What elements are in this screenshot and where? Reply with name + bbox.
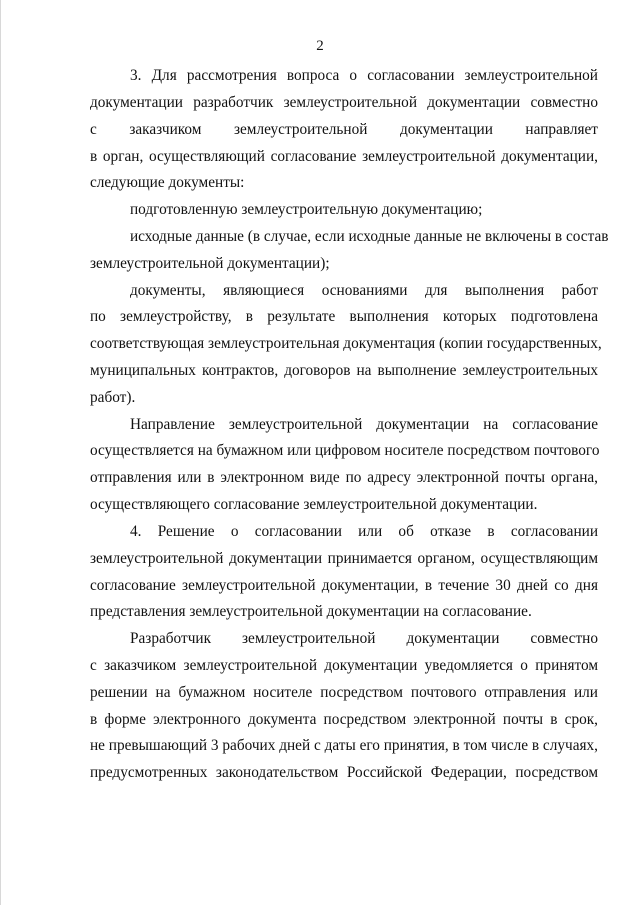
list-item-basis-documents-line-3: соответствующая землеустроительная документация (копии государственных, [90,335,602,352]
paragraph-4-line-3: согласование землеустроительной документации, в течение 30 дней со дня [90,577,598,594]
paragraph-3-line-1: 3. Для рассмотрения вопроса о согласовании землеустроительной [130,67,598,84]
list-item-basis-documents-line-4: муниципальных контрактов, договоров на выполнение землеустроительных [90,362,598,379]
paragraph-4-line-1: 4. Решение о согласовании или об отказе в согласовании [130,523,598,540]
paragraph-4-line-2: землеустроительной документации принимается органом, осуществляющим [90,550,598,567]
paragraph-3-line-4: в орган, осуществляющий согласование землеустроительной документации, [90,148,598,165]
direction-paragraph-line-2: осуществляется на бумажном или цифровом носителе посредством почтового [90,442,600,459]
notification-paragraph-line-6: предусмотренных законодательством Российской Федерации, посредством [90,764,598,781]
notification-paragraph-line-4: в форме электронного документа посредством электронной почты в срок, [90,711,598,728]
list-item-initial-data-line-1: исходные данные (в случае, если исходные данные не включены в состав [130,228,609,245]
paragraph-3-line-2: документации разработчик землеустроительной документации совместно [90,94,598,111]
list-item-initial-data-line-2: землеустроительной документации); [90,255,330,272]
notification-paragraph-line-5: не превышающий 3 рабочих дней с даты его принятия, в том числе в случаях, [90,737,598,754]
list-item-prepared-documentation: подготовленную землеустроительную документацию; [130,201,483,218]
direction-paragraph-line-4: осуществляющего согласование землеустроительной документации. [90,496,538,513]
notification-paragraph-line-3: решении на бумажном носителе посредством почтового отправления или [90,684,598,701]
list-item-basis-documents-line-2: по землеустройству, в результате выполнения которых подготовлена [90,308,598,325]
direction-paragraph-line-1: Направление землеустроительной документации на согласование [130,416,598,433]
notification-paragraph-line-2: с заказчиком землеустроительной документации уведомляется о принятом [90,657,598,674]
notification-paragraph-line-1: Разработчик землеустроительной документации совместно [130,630,598,647]
paragraph-3-line-5: следующие документы: [90,174,245,191]
paragraph-3-line-3: с заказчиком землеустроительной документации направляет [90,121,598,138]
list-item-basis-documents-line-5: работ). [90,389,136,406]
paragraph-4-line-4: представления землеустроительной документации на согласование. [90,603,532,620]
scan-edge [0,0,1,905]
page-number: 2 [316,38,324,54]
list-item-basis-documents-line-1: документы, являющиеся основаниями для выполнения работ [130,282,598,299]
direction-paragraph-line-3: отправления или в электронном виде по адресу электронной почты органа, [90,469,598,486]
